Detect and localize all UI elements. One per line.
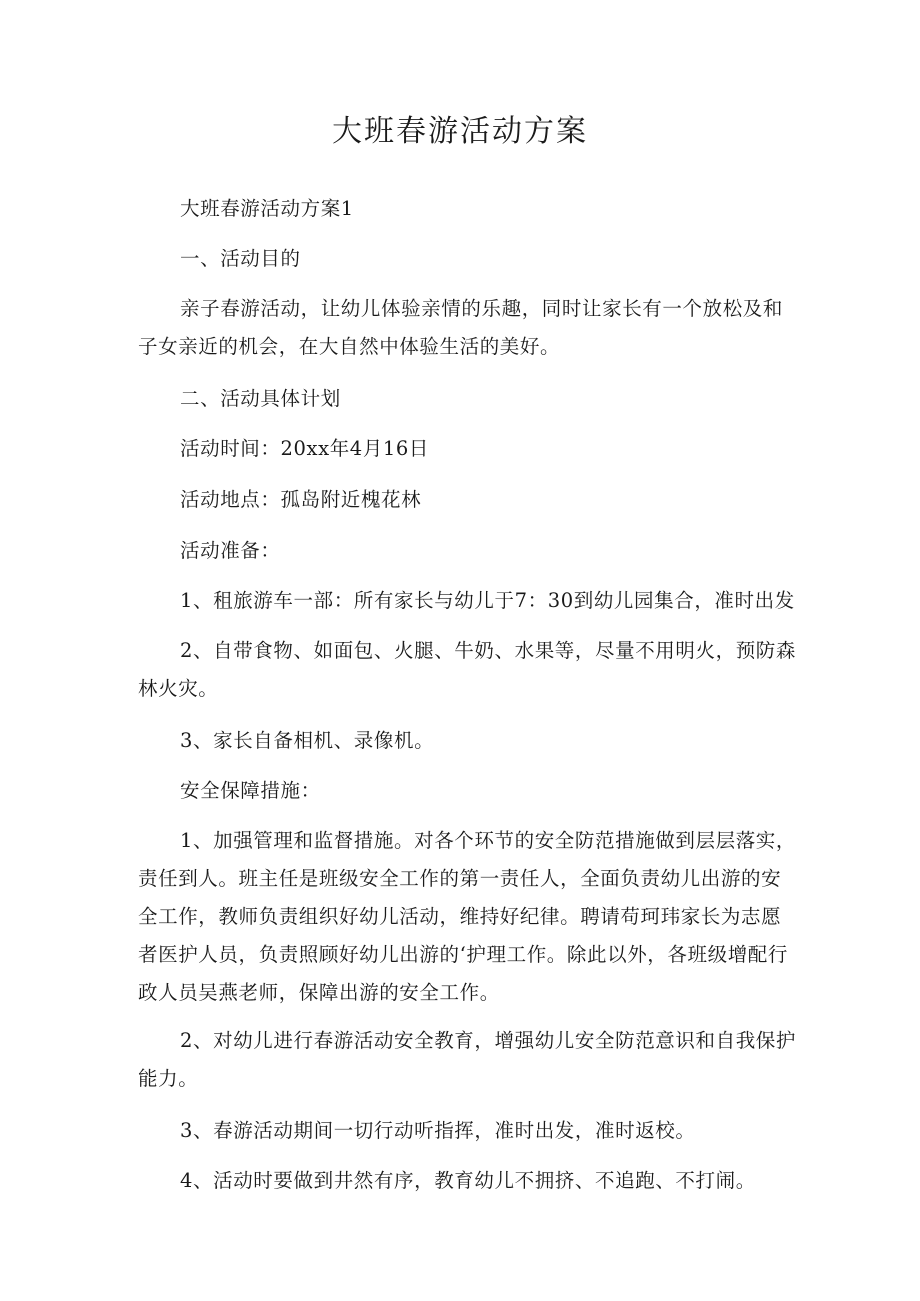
body-paragraph: 活动时间：20xx年4月16日 bbox=[180, 437, 430, 460]
document-title: 大班春游活动方案 bbox=[332, 114, 588, 149]
list-item: 1、租旅游车一部：所有家长与幼儿于7：30到幼儿园集合，准时出发 bbox=[180, 589, 795, 612]
section-heading: 二、活动具体计划 bbox=[180, 387, 341, 410]
section-heading: 一、活动目的 bbox=[180, 247, 301, 270]
body-paragraph: 亲子春游活动，让幼儿体验亲情的乐趣，同时让家长有一个放松及和子女亲近的机会，在大自然中体验生活的美好。 bbox=[138, 297, 784, 358]
list-item: 4、活动时要做到井然有序，教育幼儿不拥挤、不追跑、不打闹。 bbox=[180, 1169, 756, 1192]
list-item: 3、家长自备相机、录像机。 bbox=[180, 729, 435, 752]
body-paragraph: 活动准备： bbox=[180, 539, 281, 562]
list-item: 2、对幼儿进行春游活动安全教育，增强幼儿安全防范意识和自我保护能力。 bbox=[138, 1029, 797, 1090]
section-heading: 安全保障措施： bbox=[180, 779, 321, 802]
section-heading: 大班春游活动方案1 bbox=[180, 197, 354, 220]
list-item: 1、加强管理和监督措施。对各个环节的安全防范措施做到层层落实，责任到人。班主任是班级安全工作的第一责任人，全面负责幼儿出游的安全工作，教师负责组织好幼儿活动，维持好纪律。聘请苟珂玮家长为志愿者医护人员，负责照顾好幼儿出游的‘护理工作。除此以外，各班级增配行政人员吴燕老师，保障出游的安全工作。 bbox=[138, 829, 797, 1004]
list-item: 3、春游活动期间一切行动听指挥，准时出发，准时返校。 bbox=[180, 1119, 696, 1142]
list-item: 2、自带食物、如面包、火腿、牛奶、水果等，尽量不用明火，预防森林火灾。 bbox=[138, 639, 797, 700]
body-paragraph: 活动地点：孤岛附近槐花林 bbox=[180, 488, 422, 511]
